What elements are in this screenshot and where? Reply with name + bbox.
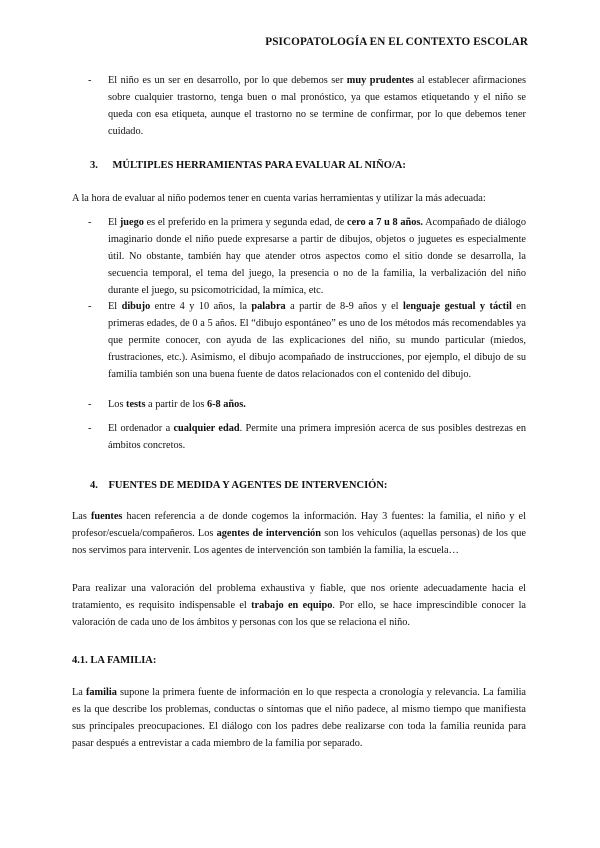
bullet-dash: - bbox=[88, 423, 92, 434]
text-run: es el preferido en la primera y segunda edad, de bbox=[143, 217, 348, 228]
bullet-tests bbox=[88, 396, 526, 413]
bullet-dash: - bbox=[88, 217, 92, 228]
bullet-prudence bbox=[88, 72, 526, 140]
section-4-heading bbox=[90, 480, 387, 491]
bullet-dash: - bbox=[88, 75, 92, 86]
bullet-text bbox=[108, 420, 526, 454]
bold-run: juego bbox=[119, 217, 144, 228]
text-run: a partir de los bbox=[145, 399, 207, 410]
text-run: a partir de 8-9 años y el bbox=[285, 301, 403, 312]
text-run: Para realizar una valoración del problema exhaustiva y fiable, que nos oriente adecuadamente hacia el tratamiento, es requisito indispensable el bbox=[72, 583, 526, 611]
text-run: hacen referencia a de donde cogemos la información. Hay 3 fuentes: la familia, el niño y el profesor/escuela/compañeros. Los bbox=[72, 511, 526, 539]
text-run: El bbox=[108, 301, 122, 312]
text-run: . Por ello, se hace imprescindible conocer la valoración de cada uno de los ámbitos y personas con los que se relaciona el niño. bbox=[72, 600, 526, 628]
bold-run: 6-8 años. bbox=[206, 399, 246, 410]
bold-run: fuentes bbox=[90, 511, 123, 522]
bullet-juego bbox=[88, 214, 526, 299]
running-header: PSICOPATOLOGÍA EN EL CONTEXTO ESCOLAR bbox=[265, 36, 528, 48]
text-run: Acompañado de diálogo imaginario donde el niño puede expresarse a partir de dibujos, objetos o juguetes es especialmente útil. No obstante, también hay que atender otros aspectos como el sitio donde se desarrolla, la secuencia temporal, el tema del juego, la presencia o no de la familia, la verbalización del niño durante el juego, su psicomotricidad, la mímica, etc. bbox=[108, 217, 526, 296]
text-run: son los vehículos (aquellas personas) de los que nos servimos para intervenir. Los agentes de intervención son también la familia, la escuela… bbox=[72, 528, 526, 556]
section-number: 4. bbox=[90, 480, 98, 491]
section-3-intro: A la hora de evaluar al niño podemos tener en cuenta varias herramientas y utilizar la más adecuada: bbox=[72, 193, 486, 204]
section-title: MÚLTIPLES HERRAMIENTAS PARA EVALUAR AL NIÑO/A: bbox=[112, 160, 406, 171]
bold-run: muy prudentes bbox=[346, 75, 414, 86]
bullet-dash: - bbox=[88, 399, 92, 410]
bullet-text bbox=[108, 214, 526, 299]
section-3-heading bbox=[90, 160, 406, 171]
bullet-text bbox=[108, 396, 526, 413]
bold-run: agentes de intervención bbox=[216, 528, 321, 539]
bold-run: dibujo bbox=[121, 301, 151, 312]
text-run: El bbox=[108, 217, 120, 228]
text-run: La bbox=[72, 687, 86, 698]
bold-run: palabra bbox=[251, 301, 286, 312]
text-run: El ordenador a bbox=[108, 423, 174, 434]
section-4-1-heading: 4.1. LA FAMILIA: bbox=[72, 655, 157, 666]
bold-run: familia bbox=[85, 687, 117, 698]
text-run: Las bbox=[72, 511, 91, 522]
text-run: en primeras edades, de 0 a 5 años. El “dibujo espontáneo” es uno de los métodos más recomendables ya que permite conocer, con ayuda de las explicaciones del niño, su mundo particular (miedos, frustraciones, etc.). Asimismo, el dibujo acompañado de instrucciones, por ejemplo, el dibujo de su familia también son una buena fuente de datos relacionados con el contenido del dibujo. bbox=[108, 301, 526, 380]
text-run: entre 4 y 10 años, la bbox=[150, 301, 252, 312]
bullet-dash: - bbox=[88, 301, 92, 312]
bold-run: cualquier edad bbox=[173, 423, 240, 434]
bullet-text bbox=[108, 72, 526, 140]
bullet-text bbox=[108, 298, 526, 383]
text-run: al establecer afirmaciones sobre cualquier trastorno, tenga buen o mal pronóstico, ya que estamos etiquetando y el niño se queda con esa etiqueta, aunque el trastorno no se termine de confirmar, por lo que debemos tener cuidado. bbox=[108, 75, 526, 137]
bold-run: tests bbox=[126, 399, 146, 410]
section-4-paragraph-2 bbox=[72, 580, 526, 631]
section-4-1-paragraph bbox=[72, 684, 526, 752]
bullet-dibujo bbox=[88, 298, 526, 383]
section-4-paragraph-1 bbox=[72, 508, 526, 559]
text-run: El niño es un ser en desarrollo, por lo que debemos ser bbox=[108, 75, 347, 86]
bold-run: lenguaje gestual y táctil bbox=[402, 301, 512, 312]
section-title: FUENTES DE MEDIDA Y AGENTES DE INTERVENCIÓN: bbox=[108, 480, 388, 491]
bold-run: cero a 7 u 8 años. bbox=[347, 217, 423, 228]
text-run: supone la primera fuente de información en lo que respecta a cronología y relevancia. La familia es la que describe los problemas, conductas o síntomas que el niño padece, al mismo tiempo que manifiesta sus principales preocupaciones. El diálogo con los padres debe realizarse con toda la familia reunida para pasar después a entrevistar a cada miembro de la familia por separado. bbox=[72, 687, 527, 749]
text-run: . Permite una primera impresión acerca de sus posibles destrezas en ámbitos concretos. bbox=[108, 423, 526, 451]
section-number: 3. bbox=[90, 160, 98, 171]
bullet-ordenador bbox=[88, 420, 526, 454]
bold-run: trabajo en equipo bbox=[251, 600, 333, 611]
text-run: Los bbox=[108, 399, 127, 410]
